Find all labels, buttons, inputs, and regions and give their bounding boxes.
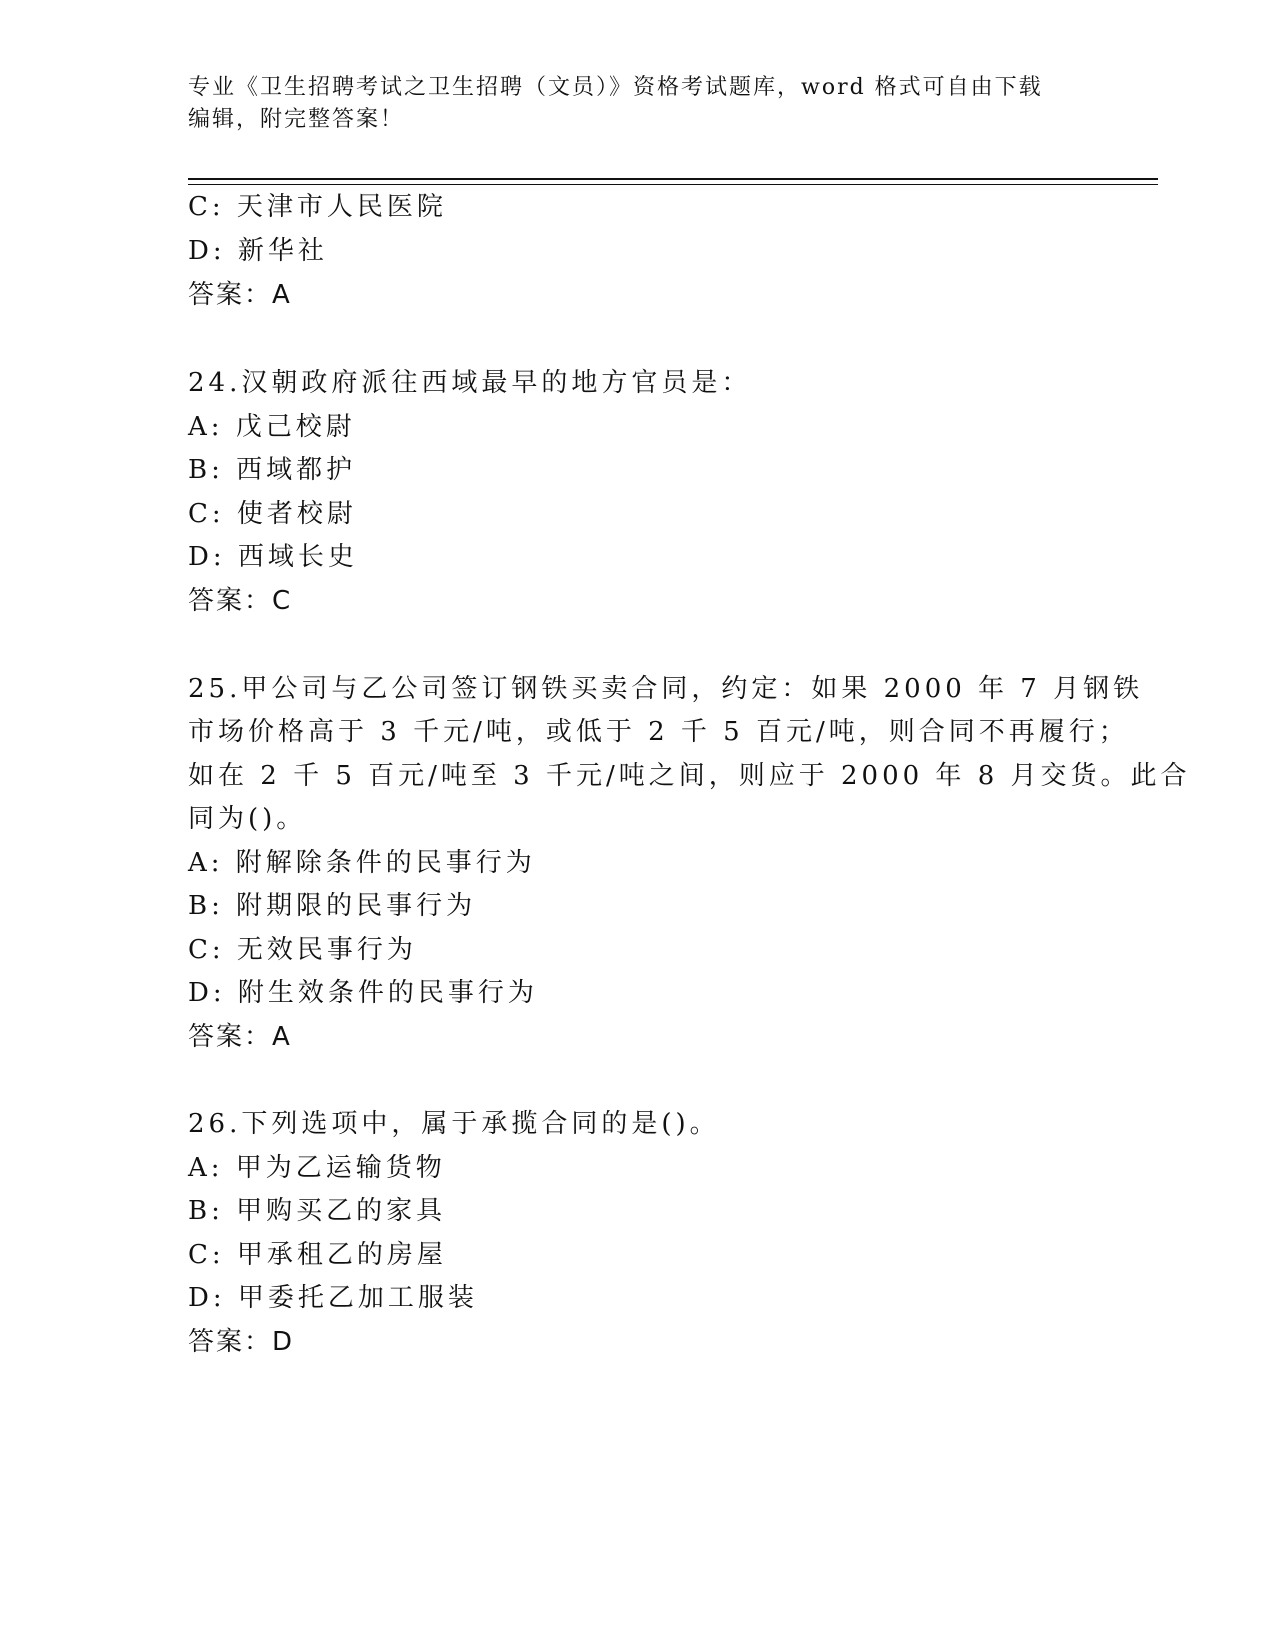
q25-stem-line-2: 市场价格高于 3 千元/吨，或低于 2 千 5 百元/吨，则合同不再履行； <box>188 717 1129 747</box>
q26-answer: 答案：D <box>188 1327 295 1357</box>
q23-option-d: D: 新华社 <box>188 236 328 266</box>
q25-stem-line-1: 25.甲公司与乙公司签订钢铁买卖合同，约定：如果 2000 年 7 月钢铁 <box>188 674 1144 704</box>
q24-answer: 答案：C <box>188 586 293 616</box>
header-line-2: 编辑，附完整答案！ <box>188 107 405 132</box>
header-line-1: 专业《卫生招聘考试之卫生招聘（文员）》资格考试题库，word 格式可自由下载 <box>188 75 1043 100</box>
header-divider-thick <box>188 178 1158 180</box>
q26-option-a: A: 甲为乙运输货物 <box>188 1153 446 1183</box>
q25-answer: 答案：A <box>188 1022 292 1052</box>
q25-option-a: A: 附解除条件的民事行为 <box>188 848 536 878</box>
q25-stem-line-4: 同为()。 <box>188 804 307 834</box>
q23-option-c: C: 天津市人民医院 <box>188 192 447 222</box>
q25-option-b: B: 附期限的民事行为 <box>188 891 477 921</box>
q24-option-d: D: 西域长史 <box>188 542 358 572</box>
q24-option-a: A: 戊己校尉 <box>188 412 356 442</box>
page-header <box>188 72 1088 136</box>
q26-option-c: C: 甲承租乙的房屋 <box>188 1240 447 1270</box>
q24-stem: 24.汉朝政府派往西域最早的地方官员是： <box>188 368 752 398</box>
q25-option-d: D: 附生效条件的民事行为 <box>188 978 538 1008</box>
q23-answer: 答案：A <box>188 280 292 310</box>
q24-option-b: B: 西域都护 <box>188 455 357 485</box>
q26-stem: 26.下列选项中，属于承揽合同的是()。 <box>188 1109 720 1139</box>
q25-option-c: C: 无效民事行为 <box>188 935 417 965</box>
q26-option-d: D: 甲委托乙加工服装 <box>188 1283 478 1313</box>
q26-option-b: B: 甲购买乙的家具 <box>188 1196 447 1226</box>
q24-option-c: C: 使者校尉 <box>188 499 357 529</box>
q25-stem-line-3: 如在 2 千 5 百元/吨至 3 千元/吨之间，则应于 2000 年 8 月交货。此合 <box>188 761 1191 791</box>
header-divider-thin <box>188 184 1158 185</box>
